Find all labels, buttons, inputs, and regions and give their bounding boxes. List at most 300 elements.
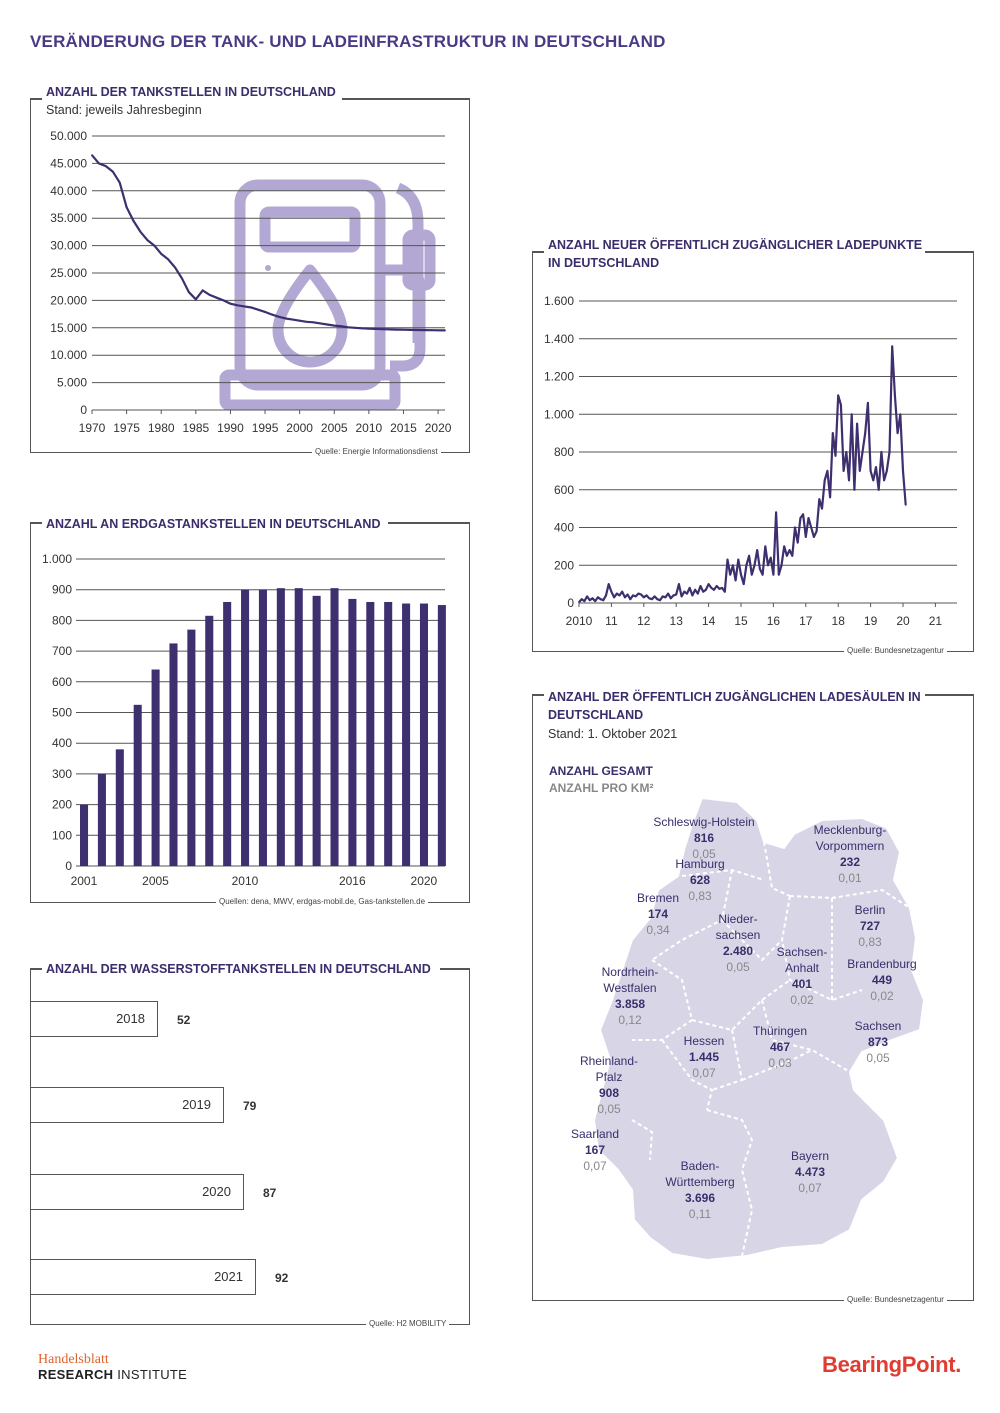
state-density: 0,07	[798, 1181, 822, 1195]
hydrogen-year-label: 2021	[214, 1269, 243, 1284]
x-tick-label: 21	[928, 614, 943, 628]
data-point	[729, 574, 731, 576]
data-point	[651, 598, 653, 600]
data-point	[243, 306, 245, 308]
data-point	[195, 298, 197, 300]
data-point	[662, 595, 664, 597]
data-point	[133, 220, 135, 222]
ladepunkte-chart	[532, 285, 972, 635]
data-point	[648, 597, 650, 599]
data-point	[856, 423, 858, 425]
data-point	[174, 267, 176, 269]
data-point	[883, 479, 885, 481]
data-point	[686, 593, 688, 595]
data-point	[624, 596, 626, 598]
bar	[152, 670, 160, 866]
data-point	[160, 253, 162, 255]
y-tick-label: 1.000	[41, 552, 72, 566]
data-point	[584, 600, 586, 602]
data-point	[689, 587, 691, 589]
data-point	[710, 587, 712, 589]
bar	[80, 805, 88, 866]
x-tick-label: 14	[701, 614, 716, 628]
state-total: 628	[689, 873, 711, 887]
data-point	[732, 564, 734, 566]
hydrogen-bar	[30, 1259, 256, 1295]
state-name: Hamburg	[675, 857, 725, 871]
bar	[402, 604, 410, 866]
state-total: 3.696	[684, 1191, 716, 1205]
x-tick-label: 15	[734, 614, 748, 628]
state-total: 873	[867, 1035, 889, 1049]
state-name: sachsen	[715, 928, 761, 942]
data-point	[675, 594, 677, 596]
data-point	[167, 258, 169, 260]
research-word: RESEARCH	[38, 1367, 114, 1382]
state-density: 0,03	[768, 1056, 792, 1070]
data-point	[870, 470, 872, 472]
x-tick-label: 2005	[320, 421, 348, 435]
data-point	[878, 489, 880, 491]
hydrogen-value-label: 87	[263, 1186, 277, 1200]
state-total: 1.445	[688, 1050, 720, 1064]
bar	[169, 643, 177, 866]
data-point	[770, 557, 772, 559]
data-point	[692, 595, 694, 597]
state-name: Berlin	[854, 903, 886, 917]
data-point	[681, 595, 683, 597]
data-point	[829, 496, 831, 498]
data-point	[708, 583, 710, 585]
state-density: 0,05	[866, 1051, 890, 1065]
x-tick-label: 2010	[231, 874, 259, 888]
state-name: Württemberg	[665, 1175, 735, 1189]
state-density: 0,05	[597, 1102, 621, 1116]
ladesaeulen-title: ANZAHL DER ÖFFENTLICH ZUGÄNGLICHEN LADESÄULEN IN DEUTSCHLAND	[548, 688, 923, 724]
bar	[259, 590, 267, 866]
x-tick-label: 2020	[424, 421, 452, 435]
data-point	[126, 206, 128, 208]
state-total: 908	[598, 1086, 620, 1100]
x-tick-label: 17	[799, 614, 813, 628]
wasserstoff-source: Quelle: H2 MOBILITY	[366, 1319, 449, 1328]
erdgas-chart	[30, 545, 470, 895]
state-density: 0,05	[726, 960, 750, 974]
data-point	[306, 321, 308, 323]
data-point	[683, 591, 685, 593]
tankstellen-subtitle: Stand: jeweils Jahresbeginn	[46, 103, 202, 117]
data-point	[223, 300, 225, 302]
state-density: 0,11	[688, 1207, 712, 1221]
hydrogen-value-label: 52	[177, 1013, 191, 1027]
data-point	[902, 470, 904, 472]
data-point	[813, 536, 815, 538]
tankstellen-title: ANZAHL DER TANKSTELLEN IN DEUTSCHLAND	[46, 85, 336, 99]
data-point	[891, 345, 893, 347]
state-density: 0,02	[790, 993, 814, 1007]
data-point	[800, 517, 802, 519]
x-tick-label: 2005	[142, 874, 169, 888]
data-point	[783, 545, 785, 547]
data-point	[751, 574, 753, 576]
data-point	[840, 404, 842, 406]
data-point	[627, 594, 629, 596]
data-point	[271, 314, 273, 316]
state-density: 0,83	[858, 935, 882, 949]
y-tick-label: 35.000	[50, 211, 87, 226]
x-tick-label: 2001	[70, 874, 98, 888]
data-point	[444, 330, 446, 332]
data-point	[864, 432, 866, 434]
ladepunkte-source: Quelle: Bundesnetzagentur	[844, 646, 947, 655]
data-point	[264, 311, 266, 313]
y-tick-label: 100	[51, 828, 72, 843]
data-point	[140, 231, 142, 233]
data-point	[403, 329, 405, 331]
data-point	[894, 394, 896, 396]
data-point	[91, 154, 93, 156]
bar	[330, 588, 338, 866]
data-point	[810, 527, 812, 529]
bar	[241, 590, 249, 866]
hydrogen-bar	[30, 1174, 244, 1210]
data-point	[832, 432, 834, 434]
y-tick-label: 800	[51, 613, 72, 628]
data-point	[257, 309, 259, 311]
data-point	[285, 318, 287, 320]
data-point	[347, 326, 349, 328]
y-tick-label: 1.400	[543, 331, 574, 346]
y-tick-label: 25.000	[50, 266, 87, 280]
bar	[187, 630, 195, 866]
x-tick-label: 1985	[182, 421, 210, 435]
x-tick-label: 2000	[286, 421, 313, 435]
state-name: Brandenburg	[847, 957, 917, 971]
state-density: 0,02	[870, 989, 894, 1003]
state-density: 0,34	[646, 923, 670, 937]
data-point	[326, 324, 328, 326]
data-point	[713, 589, 715, 591]
data-point	[340, 325, 342, 327]
legend-total: ANZAHL GESAMT	[549, 764, 653, 778]
state-density: 0,12	[618, 1013, 642, 1027]
data-point	[678, 583, 680, 585]
data-point	[592, 597, 594, 599]
data-point	[619, 595, 621, 597]
y-tick-label: 700	[51, 644, 72, 659]
data-point	[654, 595, 656, 597]
y-tick-label: 15.000	[50, 320, 87, 335]
data-point	[153, 245, 155, 247]
state-density: 0,07	[583, 1159, 607, 1173]
hydrogen-year-label: 2020	[202, 1184, 231, 1199]
data-point	[313, 321, 315, 323]
y-tick-label: 45.000	[50, 156, 87, 171]
y-tick-label: 200	[51, 797, 72, 812]
state-name: Rheinland-	[579, 1054, 639, 1068]
data-point	[667, 593, 669, 595]
y-tick-label: 900	[51, 582, 72, 597]
data-point	[854, 489, 856, 491]
data-point	[409, 329, 411, 331]
data-point	[889, 451, 891, 453]
data-point	[862, 451, 864, 453]
x-tick-label: 13	[669, 614, 683, 628]
bar	[295, 588, 303, 866]
data-point	[748, 555, 750, 557]
data-point	[867, 402, 869, 404]
data-point	[781, 564, 783, 566]
x-tick-label: 2010	[565, 614, 593, 628]
x-tick-label: 20	[896, 614, 910, 628]
x-tick-label: 2010	[355, 421, 383, 435]
state-name: Westfalen	[603, 981, 657, 995]
y-tick-label: 10.000	[50, 348, 87, 363]
y-tick-label: 40.000	[50, 183, 87, 198]
hydrogen-bar	[30, 1001, 158, 1037]
bar	[223, 602, 231, 866]
data-point	[794, 527, 796, 529]
bar	[116, 749, 124, 866]
bar	[438, 605, 446, 866]
data-point	[735, 579, 737, 581]
state-total: 2.480	[722, 944, 754, 958]
data-point	[697, 593, 699, 595]
data-point	[797, 542, 799, 544]
data-point	[897, 432, 899, 434]
state-name: Bayern	[790, 1149, 830, 1163]
state-density: 0,07	[692, 1066, 716, 1080]
germany-map	[532, 790, 972, 1280]
data-point	[632, 595, 634, 597]
state-name: Sachsen	[854, 1019, 902, 1033]
bar	[98, 774, 106, 866]
x-tick-label: 12	[637, 614, 651, 628]
state-name: Nieder-	[718, 912, 758, 926]
data-point	[646, 595, 648, 597]
tankstellen-source: Quelle: Energie Informationsdienst	[312, 447, 441, 456]
legend-density: ANZAHL PRO KM²	[549, 781, 654, 795]
data-point	[818, 498, 820, 500]
data-point	[875, 466, 877, 468]
tankstellen-chart	[30, 120, 470, 440]
data-point	[597, 596, 599, 598]
bar	[420, 604, 428, 866]
data-point	[848, 479, 850, 481]
data-point	[740, 574, 742, 576]
state-total: 3.858	[614, 997, 646, 1011]
data-point	[843, 470, 845, 472]
x-tick-label: 19	[863, 614, 878, 628]
data-point	[673, 595, 675, 597]
ladesaeulen-source: Quelle: Bundesnetzagentur	[844, 1295, 947, 1304]
state-name: Mecklenburg-	[813, 823, 887, 837]
data-point	[594, 600, 596, 602]
y-tick-label: 50.000	[50, 129, 87, 143]
ladepunkte-title: ANZAHL NEUER ÖFFENTLICH ZUGÄNGLICHER LADEPUNKTE IN DEUTSCHLAND	[548, 238, 923, 270]
state-total: 167	[584, 1143, 606, 1157]
state-total: 174	[647, 907, 669, 921]
x-tick-label: 1975	[113, 421, 140, 435]
data-point	[824, 479, 826, 481]
data-point	[299, 320, 301, 322]
research-institute-logo	[38, 1367, 187, 1382]
state-name: Hessen	[683, 1034, 725, 1048]
y-tick-label: 600	[553, 482, 574, 497]
data-point	[368, 328, 370, 330]
hydrogen-year-label: 2019	[182, 1097, 211, 1112]
data-point	[181, 278, 183, 280]
data-point	[188, 291, 190, 293]
hydrogen-value-label: 79	[243, 1099, 257, 1113]
y-tick-label: 1.000	[543, 407, 574, 422]
x-tick-label: 2016	[338, 874, 366, 888]
erdgas-title: ANZAHL AN ERDGASTANKSTELLEN IN DEUTSCHLAND	[46, 517, 381, 531]
bar	[313, 596, 321, 866]
data-point	[872, 479, 874, 481]
data-point	[716, 585, 718, 587]
data-point	[354, 327, 356, 329]
state-name: Thüringen	[752, 1024, 808, 1038]
y-tick-label: 0	[567, 596, 574, 610]
y-tick-label: 500	[51, 705, 72, 720]
data-point	[724, 591, 726, 593]
x-tick-label: 1995	[251, 421, 279, 435]
data-point	[608, 583, 610, 585]
wasserstoff-title: ANZAHL DER WASSERSTOFFTANKSTELLEN IN DEUTSCHLAND	[46, 962, 431, 976]
institute-word: INSTITUTE	[113, 1367, 188, 1382]
data-point	[775, 512, 777, 514]
data-point	[759, 568, 761, 570]
y-tick-label: 0	[80, 403, 87, 417]
bar	[348, 599, 356, 866]
data-point	[665, 596, 667, 598]
data-point	[611, 591, 613, 593]
state-total: 232	[839, 855, 861, 869]
y-tick-label: 400	[553, 520, 574, 535]
data-point	[230, 303, 232, 305]
state-total: 816	[693, 831, 715, 845]
data-point	[578, 601, 580, 603]
data-point	[851, 413, 853, 415]
erdgas-source: Quellen: dena, MWV, erdgas-mobil.de, Gas-tankstellen.de	[216, 897, 428, 906]
data-point	[396, 329, 398, 331]
bar	[277, 588, 285, 866]
data-point	[437, 329, 439, 331]
y-tick-label: 1.200	[543, 369, 574, 384]
data-point	[292, 319, 294, 321]
data-point	[816, 530, 818, 532]
state-name: Schleswig-Holstein	[653, 815, 755, 829]
state-name: Anhalt	[784, 961, 820, 975]
data-point	[621, 591, 623, 593]
data-point	[640, 594, 642, 596]
data-point	[762, 574, 764, 576]
data-point	[881, 451, 883, 453]
y-tick-label: 200	[553, 558, 574, 573]
page-title: VERÄNDERUNG DER TANK- UND LADEINFRASTRUKTUR IN DEUTSCHLAND	[30, 32, 666, 51]
data-point	[202, 290, 204, 292]
data-point	[905, 504, 907, 506]
x-tick-label: 1980	[147, 421, 175, 435]
state-name: Sachsen-	[776, 945, 828, 959]
data-point	[616, 593, 618, 595]
data-point	[778, 574, 780, 576]
data-point	[105, 165, 107, 167]
data-point	[802, 513, 804, 515]
data-point	[754, 564, 756, 566]
data-point	[638, 593, 640, 595]
handelsblatt-logo: Handelsblatt	[38, 1352, 109, 1367]
y-tick-label: 5.000	[56, 375, 87, 390]
data-point	[98, 163, 100, 165]
bar	[366, 602, 374, 866]
ladesaeulen-subtitle: Stand: 1. Oktober 2021	[548, 727, 678, 741]
data-point	[719, 588, 721, 590]
data-point	[835, 455, 837, 457]
data-point	[589, 599, 591, 601]
x-tick-label: 1990	[217, 421, 244, 435]
data-point	[581, 598, 583, 600]
data-point	[236, 304, 238, 306]
data-point	[656, 598, 658, 600]
data-point	[743, 583, 745, 585]
state-density: 0,83	[688, 889, 712, 903]
hydrogen-year-label: 2018	[116, 1011, 145, 1026]
y-tick-label: 1.600	[543, 294, 574, 308]
state-total: 4.473	[794, 1165, 826, 1179]
y-tick-label: 600	[51, 674, 72, 689]
hydrogen-value-label: 92	[275, 1271, 289, 1285]
bar	[384, 602, 392, 866]
data-point	[389, 329, 391, 331]
bar	[134, 705, 142, 866]
x-tick-label: 1970	[78, 421, 106, 435]
data-point	[586, 595, 588, 597]
state-name: Vorpommern	[815, 839, 885, 853]
data-point	[320, 323, 322, 325]
data-point	[209, 294, 211, 296]
data-point	[146, 239, 148, 241]
data-point	[416, 329, 418, 331]
state-name: Baden-	[680, 1159, 720, 1173]
data-point	[786, 555, 788, 557]
data-point	[805, 536, 807, 538]
state-total: 467	[769, 1040, 791, 1054]
state-name: Nordrhein-	[601, 965, 659, 979]
data-point	[643, 596, 645, 598]
x-tick-label: 2020	[410, 874, 438, 888]
bar	[205, 616, 213, 866]
x-tick-label: 2015	[390, 421, 417, 435]
x-tick-label: 16	[766, 614, 781, 628]
data-point	[602, 599, 604, 601]
state-total: 449	[871, 973, 893, 987]
data-point	[886, 470, 888, 472]
data-point	[382, 328, 384, 330]
data-point	[613, 596, 615, 598]
data-point	[278, 316, 280, 318]
data-point	[764, 545, 766, 547]
data-point	[756, 549, 758, 551]
data-point	[789, 549, 791, 551]
data-point	[430, 329, 432, 331]
state-name: Bremen	[636, 891, 680, 905]
state-name: Saarland	[570, 1127, 620, 1141]
data-point	[600, 598, 602, 600]
data-point	[767, 564, 769, 566]
data-point	[629, 598, 631, 600]
